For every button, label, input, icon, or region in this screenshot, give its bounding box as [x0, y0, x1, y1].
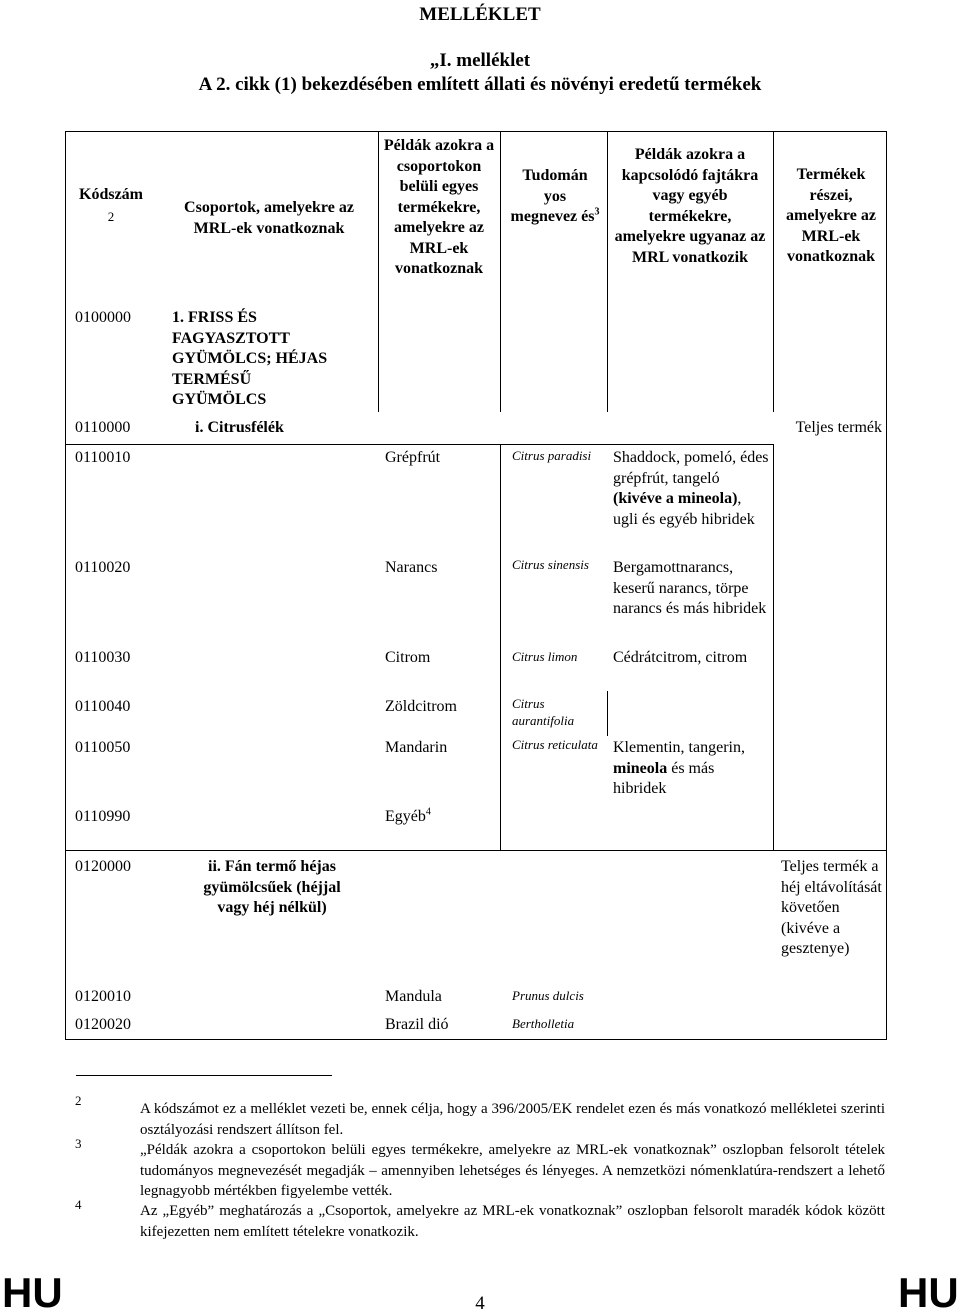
citrus-part: Teljes termék	[795, 419, 882, 436]
row-scientific: Citrus reticulata	[512, 737, 598, 752]
header-parts: Termékek részei, amelyekre az MRL-ek vonatkoznak	[786, 166, 876, 265]
row-code: 0110020	[75, 559, 131, 576]
footnote-number: 3	[75, 1136, 82, 1151]
row-code: 0110010	[75, 449, 131, 466]
footnote-text: „Példák azokra a csoportokon belüli egyes termékekre, amelyekre az MRL-ek vonatkoznak” oszlopban felsorolt tételek tudományos megnevezését megadják – amennyiben lehetséges és lényeges. A nemzetközi nómenklatúra-rendszert a lehető legnagyobb mértékben figyelembe vették.	[140, 1142, 885, 1199]
row-name: Zöldcitrom	[385, 698, 457, 715]
section1-label: 1. FRISS ÉS FAGYASZTOTT GYÜMÖLCS; HÉJAS TERMÉSŰ GYÜMÖLCS	[172, 309, 328, 408]
annex-subtitle: A 2. cikk (1) bekezdésében említett állati és növényi eredetű termékek	[198, 74, 762, 95]
row-code: 0110040	[75, 698, 131, 715]
header-scientific: Tudomán yos megnevez $és^3$	[510, 167, 600, 225]
citrus-label: i. Citrusfélék	[195, 419, 284, 436]
footnote-text: A kódszámot ez a melléklet vezeti be, ennek célja, hogy a 396/2005/EK rendelet ezen és más vonatkozó mellékletei szerinti osztályozási rendszert állítson fel.	[140, 1101, 885, 1138]
annex-label: „I. melléklet	[429, 50, 531, 71]
row-code: 0120010	[75, 988, 131, 1005]
row-name: Mandarin	[385, 739, 448, 756]
footnote-number: 2	[75, 1093, 82, 1108]
header-groups: Csoportok, amelyekre az MRL-ek vonatkoznak	[184, 199, 354, 237]
doc-title: MELLÉKLET	[419, 4, 541, 25]
header-code-sup: 2	[107, 209, 115, 224]
nuts-label: ii. Fán termő héjas gyümölcsűek (héjjal vagy héj nélkül)	[203, 858, 341, 916]
row-name: Citrom	[385, 649, 431, 666]
row-scientific: Citrus sinensis	[512, 557, 589, 572]
header-related: Példák azokra a kapcsolódó fajtákra vagy egyéb termékekre, amelyekre ugyanaz az MRL vonatkozik	[614, 146, 766, 266]
row-scientific: Bertholletia	[512, 1016, 575, 1031]
section1-code: 0100000	[75, 309, 131, 326]
nuts-code: 0120000	[75, 858, 131, 875]
row-name: Narancs	[385, 559, 438, 576]
row-name: Brazil dió	[385, 1016, 449, 1033]
row-related: Bergamottnarancs, keserű narancs, törpe narancs és más hibridek	[613, 559, 767, 617]
row-related: Shaddock, pomeló, édes grépfrút, tangeló (kivéve a mineola), ugli és egyéb hibridek	[613, 449, 769, 528]
row-code: 0110050	[75, 739, 131, 756]
row-name: Mandula	[385, 988, 442, 1005]
footnote-separator	[76, 1075, 332, 1076]
footnote-text: Az „Egyéb” meghatározás a „Csoportok, amelyekre az MRL-ek vonatkoznak” oszlopban felsorolt maradék kódok között kifejezetten nem említett tételekre vonatkozik.	[140, 1203, 885, 1240]
row-scientific: Citrus aurantifolia	[512, 696, 575, 728]
language-code-right: HU	[898, 1269, 959, 1316]
row-code: 0120020	[75, 1016, 131, 1033]
row-name: Grépfrút	[385, 449, 441, 466]
row-code: 0110990	[75, 808, 131, 825]
header-code: Kódszám	[79, 186, 143, 203]
nuts-part: Teljes termék a héj eltávolítását követően (kivéve a gesztenye)	[781, 858, 882, 957]
citrus-code: 0110000	[75, 419, 131, 436]
row-name: Egyéb$^4$	[385, 806, 431, 825]
row-related: Cédrátcitrom, citrom	[613, 649, 748, 666]
row-scientific: Prunus dulcis	[512, 988, 584, 1003]
language-code-left: HU	[2, 1269, 63, 1316]
footnote-number: 4	[75, 1197, 82, 1212]
header-examples: Példák azokra a csoportokon belüli egyes termékekre, amelyekre az MRL-ek vonatkoznak	[383, 137, 495, 277]
row-scientific: Citrus limon	[512, 649, 578, 664]
row-related: Klementin, tangerin, mineola és más hibridek	[613, 739, 745, 797]
row-code: 0110030	[75, 649, 131, 666]
page-number: 4	[475, 1293, 485, 1314]
row-scientific: Citrus paradisi	[512, 448, 592, 463]
